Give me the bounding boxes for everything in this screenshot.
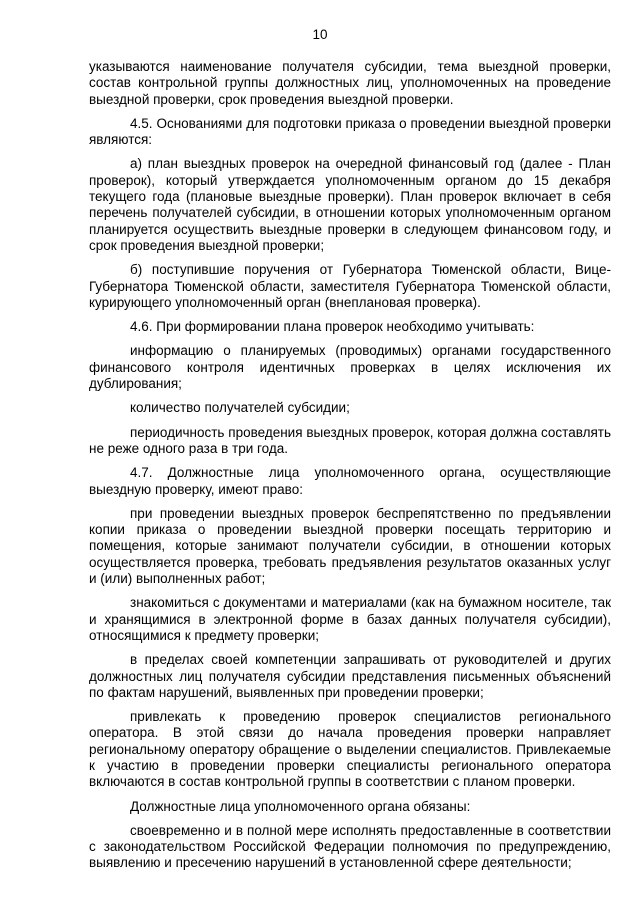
paragraph-4-7-right-3: в пределах своей компетенции запрашивать от руководителей и других должностных лиц получателя субсидии представления письменных объяснений по фактам нарушений, выявленных при проведении проверки; [89,652,611,700]
paragraph-4-7-right-1: при проведении выездных проверок беспрепятственно по предъявлении копии приказа о проведении выездной проверки посещать территорию и помещения, которые занимают получатели субсидии, в отношении которых осуществляется проверка, требовать предъявления результатов оказанных услуг и (или) выполненных работ; [89,505,611,587]
paragraph-4-6-item-3: периодичность проведения выездных проверок, которая должна составлять не реже одного раза в три года. [89,424,611,456]
paragraph-continuation: указываются наименование получателя субсидии, тема выездной проверки, состав контрольной группы должностных лиц, уполномоченных на проведение выездной проверки, срок проведения выездной проверки. [89,59,611,107]
paragraph-4-7-right-4: привлекать к проведению проверок специалистов регионального оператора. В этой связи до начала проведения проверки направляет региональному оператору обращение о выделении специалистов. Привлекаемые к участию в проведении проверки специалисты регионального оператора включаются в состав контрольной группы в соответствии с планом проверки. [89,709,611,790]
paragraph-4-5: 4.5. Основаниями для подготовки приказа о проведении выездной проверки являются: [89,115,611,148]
paragraph-4-5-a: а) план выездных проверок на очередной финансовый год (далее - План проверок), который утверждается уполномоченным органом до 15 декабря текущего года (плановые выездные проверки). План проверок включает в себя перечень получателей субсидии, в отношении которых уполномоченным органом планируется осуществить выездные проверки в следующем финансовом году, и срок проведения выездной проверки; [89,156,611,253]
paragraph-4-6-item-1: информацию о планируемых (проводимых) органами государственного финансового контроля идентичных проверках в целях исключения их дублирования; [89,343,611,392]
document-body [89,59,611,880]
paragraph-obligations-heading: Должностные лица уполномоченного органа обязаны: [130,798,471,814]
page-number: 10 [312,27,328,42]
paragraph-4-5-b: б) поступившие поручения от Губернатора Тюменской области, Вице-Губернатора Тюменской области, заместителя Губернатора Тюменской области, курирующего уполномоченный орган (внеплановая проверка). [89,262,611,310]
paragraph-4-6: 4.6. При формировании плана проверок необходимо учитывать: [130,319,535,335]
paragraph-4-6-item-2: количество получателей субсидии; [130,400,350,416]
paragraph-obligation-1: своевременно и в полной мере исполнять предоставленные в соответствии с законодательством Российской Федерации полномочия по предупреждению, выявлению и пресечению нарушений в установленной сфере деятельности; [89,822,611,871]
paragraph-4-7: 4.7. Должностные лица уполномоченного органа, осуществляющие выездную проверку, имеют право: [89,465,611,497]
paragraph-4-7-right-2: знакомиться с документами и материалами (как на бумажном носителе, так и хранящимися в электронной форме в базах данных получателя субсидии), относящимися к предмету проверки; [89,595,611,643]
